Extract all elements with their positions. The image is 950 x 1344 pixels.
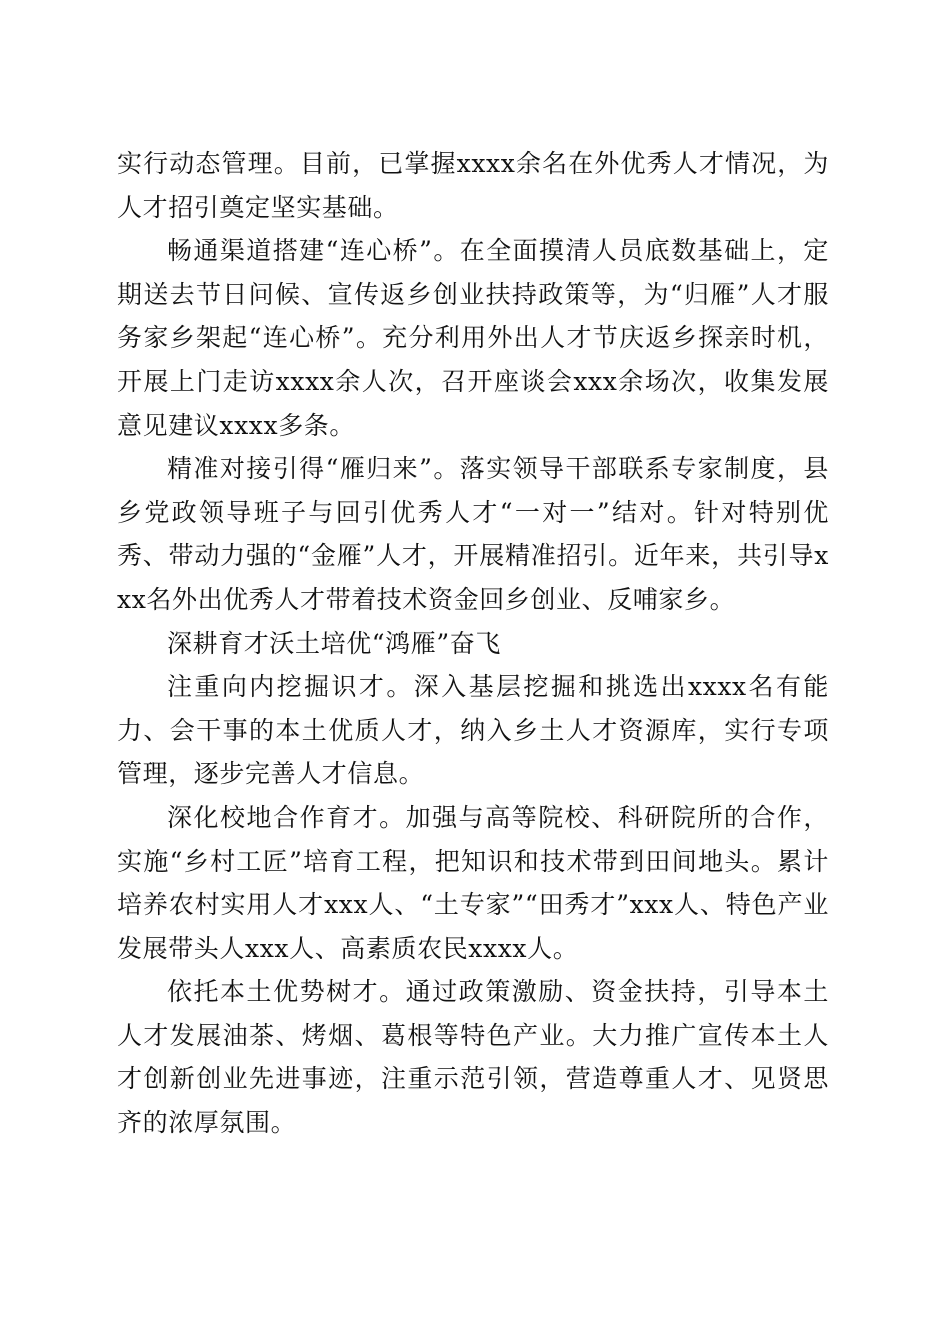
paragraph-shicai: 注重向内挖掘识才。深入基层挖掘和挑选出xxxx名有能力、会干事的本土优质人才，纳入乡土人才资源库，实行专项管理，逐步完善人才信息。 [117,672,829,789]
paragraph-yucai: 深化校地合作育才。加强与高等院校、科研院所的合作，实施“乡村工匠”培育工程，把知识和技术带到田间地头。累计培养农村实用人才xxx人、“土专家”“田秀才”xxx人、特色产业发展带头人xxx人、高素质农民xxxx人。 [117,802,829,963]
document-body [117,142,829,1145]
section-heading: 深耕育才沃土培优“鸿雁”奋飞 [167,628,501,658]
paragraph-yanguilai: 精准对接引得“雁归来”。落实领导干部联系专家制度，县乡党政领导班子与回引优秀人才“一对一”结对。针对特别优秀、带动力强的“金雁”人才，开展精准招引。近年来，共引导xxx名外出优秀人才带着技术资金回乡创业、反哺家乡。 [117,454,829,614]
paragraph-shucai: 依托本土优势树才。通过政策激励、资金扶持，引导本土人才发展油茶、烤烟、葛根等特色产业。大力推广宣传本土人才创新创业先进事迹，注重示范引领，营造尊重人才、见贤思齐的浓厚氛围。 [117,977,829,1138]
paragraph-continuation: 实行动态管理。目前，已掌握xxxx余名在外优秀人才情况，为人才招引奠定坚实基础。 [117,149,829,222]
paragraph-lianxinqiao: 畅通渠道搭建“连心桥”。在全面摸清人员底数基础上，定期送去节日问候、宣传返乡创业扶持政策等，为“归雁”人才服务家乡架起“连心桥”。充分利用外出人才节庆返乡探亲时机，开展上门走访xxxx余人次，召开座谈会xxx余场次，收集发展意见建议xxxx多条。 [117,236,829,440]
